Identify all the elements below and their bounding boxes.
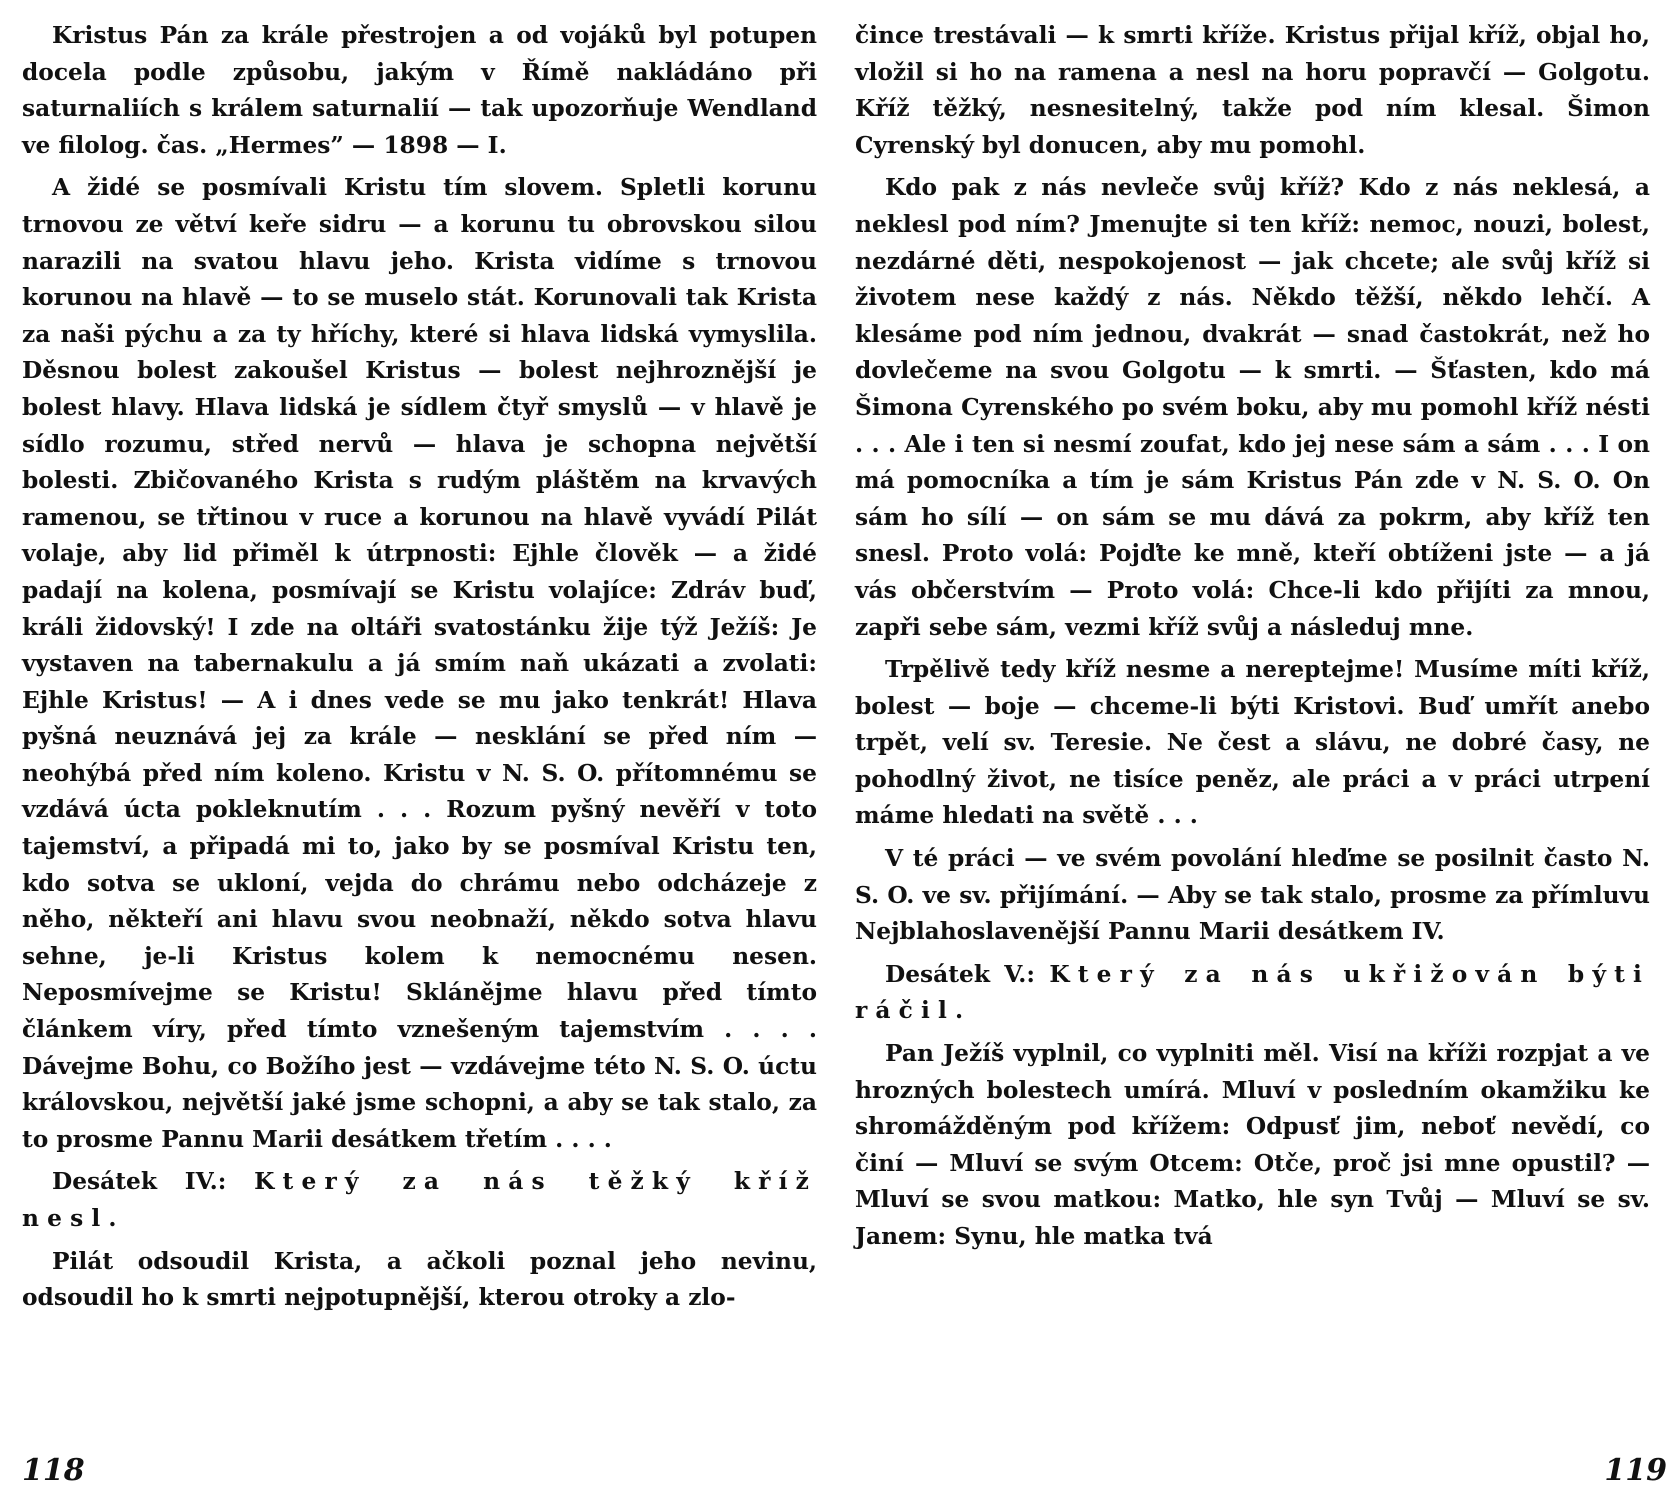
right-text-column	[855, 18, 1650, 1262]
paragraph: Kdo pak z nás nevleče svůj kříž? Kdo z nás neklesá, a neklesl pod ním? Jmenujte si ten kříž: nemoc, nouzi, bolest, nezdárné děti, nespokojenost — jak chcete; ale svůj kříž si životem nese každý z nás. Někdo těžší, někdo lehčí. A klesáme pod ním jednou, dvakrát — snad častokrát, než ho dovlečeme na svou Golgotu — k smrti. — Šťasten, kdo má Šimona Cyrenského po svém boku, aby mu pomohl kříž nésti . . . Ale i ten si nesmí zoufat, kdo jej nese sám a sám . . . I on má pomocníka a tím je sám Kristus Pán zde v N. S. O. On sám ho sílí — on sám se mu dává za pokrm, aby kříž ten snesl. Proto volá: Pojďte ke mně, kteří obtíženi jste — a já vás občerstvím — Proto volá: Chce-li kdo přijíti za mnou, zapři sebe sám, vezmi kříž svůj a následuj mne.	[855, 174, 1650, 641]
paragraph: čince trestávali — k smrti kříže. Kristus přijal kříž, objal ho, vložil si ho na ramena a nesl na horu popravčí — Golgotu. Kříž těžký, nesnesitelný, takže pod ním klesal. Šimon Cyrenský byl donucen, aby mu pomohl.	[855, 22, 1650, 159]
decade-label: Desátek V.:	[885, 960, 1050, 988]
decade-heading	[22, 1164, 817, 1237]
paragraph: V té práci — ve svém povolání hleďme se posilnit často N. S. O. ve sv. přijímání. — Aby se tak stalo, prosme za přímluvu Nejblahoslavenější Pannu Marii desátkem IV.	[855, 845, 1650, 946]
page-number: 118	[22, 1453, 85, 1488]
left-text-column	[22, 18, 817, 1323]
left-page	[0, 0, 820, 1500]
paragraph: Trpělivě tedy kříž nesme a nereptejme! Musíme míti kříž, bolest — boje — chceme-li býti Kristovi. Buď umřít anebo trpět, velí sv. Teresie. Ne čest a slávu, ne dobré časy, ne pohodlný život, ne tisíce peněz, ale práci a v práci utrpení máme hledati na světě . . .	[855, 656, 1650, 830]
paragraph: Pilát odsoudil Krista, a ačkoli poznal jeho nevinu, odsoudil ho k smrti nejpotupnější, kterou otroky a zlo-	[22, 1247, 817, 1312]
decade-title: Který za nás ukřižován býti ráčil.	[855, 960, 1650, 1025]
paragraph: Pan Ježíš vyplnil, co vyplniti měl. Visí na kříži rozpjat a ve hrozných bolestech umírá. Mluví v posledním okamžiku ke shromážděným pod křížem: Odpusť jim, neboť nevědí, co činí — Mluví se svým Otcem: Otče, proč jsi mne opustil? — Mluví se svou matkou: Matko, hle syn Tvůj — Mluví se sv. Janem: Synu, hle matka tvá	[855, 1040, 1650, 1250]
decade-heading	[855, 957, 1650, 1030]
paragraph: Kristus Pán za krále přestrojen a od vojáků byl potupen docela podle způsobu, jakým v Římě nakládáno při saturnaliích s králem saturnalií — tak upozorňuje Wendland ve filolog. čas. „Hermes” — 1898 — I.	[22, 22, 817, 159]
right-page	[855, 0, 1675, 1500]
page-number: 119	[1604, 1453, 1667, 1488]
decade-title: Který za nás těžký kříž nesl.	[22, 1168, 817, 1232]
decade-label: Desátek IV.:	[52, 1168, 255, 1196]
paragraph: A židé se posmívali Kristu tím slovem. Spletli korunu trnovou ze větví keře sidru — a korunu tu obrovskou silou narazili na svatou hlavu jeho. Krista vidíme s trnovou korunou na hlavě — to se muselo stát. Korunovali tak Krista za naši pýchu a za ty hříchy, které si hlava lidská vymyslila. Děsnou bolest zakoušel Kristus — bolest nejhroznější je bolest hlavy. Hlava lidská je sídlem čtyř smyslů — v hlavě je sídlo rozumu, střed nervů — hlava je schopna největší bolesti. Zbičovaného Krista s rudým pláštěm na krvavých ramenou, se třtinou v ruce a korunou na hlavě vyvádí Pilát volaje, aby lid přiměl k útrpnosti: Ejhle člověk — a židé padají na kolena, posmívají se Kristu volajíce: Zdráv buď, králi židovský! I zde na oltáři svatostánku žije týž Ježíš: Je vystaven na tabernakulu a já smím naň ukázati a zvolati: Ejhle Kristus! — A i dnes vede se mu jako tenkrát! Hlava pyšná neuznává jej za krále — nesklání se před ním — neohýbá před ním koleno. Kristu v N. S. O. přítomnému se vzdává úcta pokleknutím . . . Rozum pyšný nevěří v toto tajemství, a připadá mi to, jako by se posmíval Kristu ten, kdo sotva se ukloní, vejda do chrámu nebo odcházeje z něho, někteří ani hlavu svou neobnaží, někdo sotva hlavu sehne, je-li Kristus kolem k nemocnému nesen. Neposmívejme se Kristu! Sklánějme hlavu před tímto článkem víry, před tímto vznešeným tajemstvím . . . . Dávejme Bohu, co Božího jest — vzdávejme této N. S. O. úctu královskou, největší jaké jsme schopni, a aby se tak stalo, za to prosme Pannu Marii desátkem třetím . . . .	[22, 174, 817, 1153]
